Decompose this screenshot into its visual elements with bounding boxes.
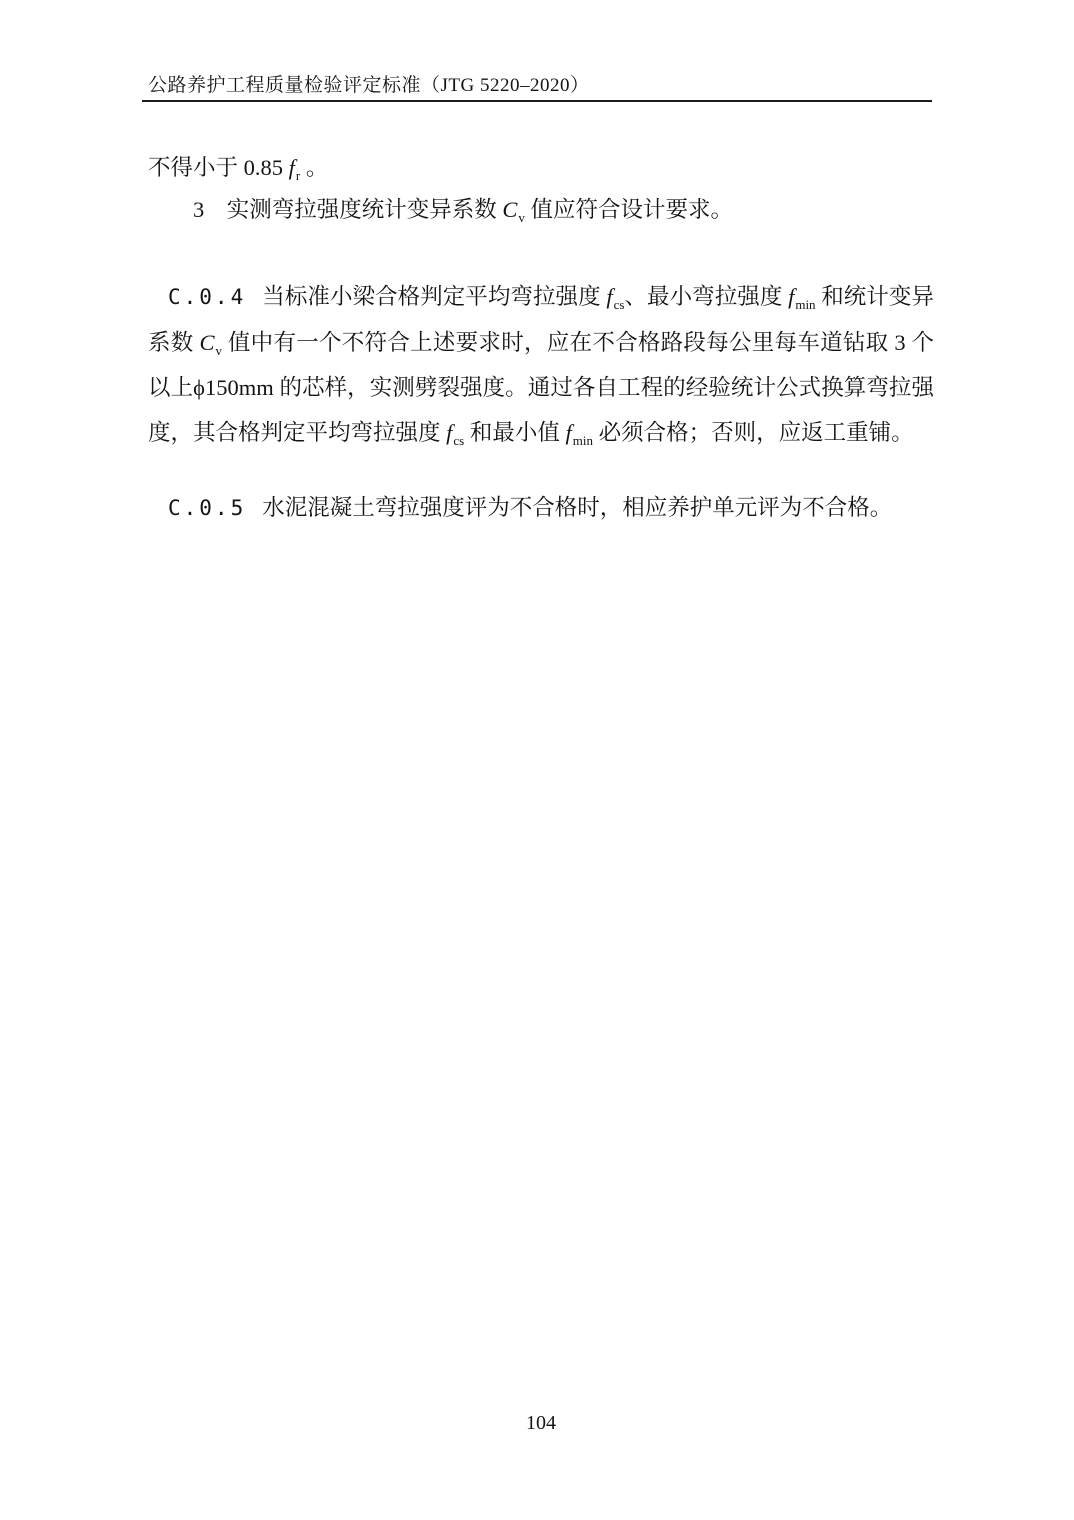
page-number: 104 xyxy=(526,1412,556,1434)
paragraph-clause-c-0-5: C.0.5 水泥混凝土弯拉强度评为不合格时，相应养护单元评为不合格。 xyxy=(168,494,893,520)
paragraph-clause-c-0-4: C.0.4 当标准小梁合格判定平均弯拉强度 $f_{cs}$、最小弯拉强度 $f_{min}$ 和统计变异系数 $C_v$ 值中有一个不符合上述要求时，应在不合格路段每公里每车道钻取 3 个以上ϕ150mm 的芯样，实测劈裂强度。通过各自工程的经验统计公式换算弯拉强度，其合格判定平均弯拉强度 $f_{cs}$ 和最小值 $f_{min}$ 必须合格；否则，应返工重铺。 xyxy=(148,283,934,448)
header-rule-divider xyxy=(142,100,932,102)
paragraph-intro-continuation: 不得小于 0.85 $f_r$ 。 xyxy=(148,154,329,183)
running-header-title: 公路养护工程质量检验评定标准（JTG 5220–2020） xyxy=(148,75,590,96)
paragraph-list-item-3: 3 实测弯拉强度统计变异系数 $C_v$ 值应符合设计要求。 xyxy=(148,196,734,225)
